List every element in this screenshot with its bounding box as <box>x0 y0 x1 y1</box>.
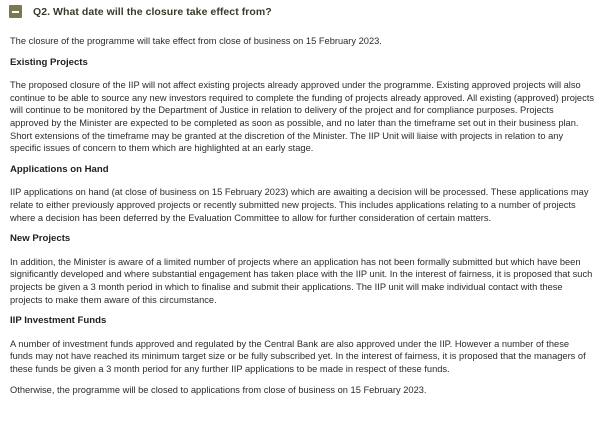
section-body-applications-on-hand: IIP applications on hand (at close of business on 15 February 2023) which are awaiting a decision will be processed. These applications may relate to either previously approved projects or recently submitted new projects. This includes applications relating to a number of projects where a decision has been deferred by the Evaluation Committee to allow for further consideration of certain matters. <box>10 187 589 223</box>
minus-icon[interactable] <box>9 5 22 18</box>
minus-icon-bar <box>12 11 19 13</box>
question-title[interactable]: Q2. What date will the closure take effect from? <box>33 5 272 18</box>
section-body-iip-investment-funds: A number of investment funds approved and regulated by the Central Bank are also approved under the IIP. However a number of these funds may not have reached its minimum target size or be fully subscribed yet. In the interest of fairness, it is proposed that the managers of these funds be given a 3 month period for any further IIP applications to be made in respect of these funds. <box>10 338 586 374</box>
section-body-existing-projects: The proposed closure of the IIP will not affect existing projects already approved under the programme. Existing approved projects will also continue to be able to source any new investors required to complete the funding of projects already approved. All existing (approved) projects will continue to be monitored by the Department of Justice in relation to delivery of the project and for compliance purposes. Projects approved by the Minister are expected to be completed as soon as possible, and no later than the timeframe set out in their business plan. Short extensions of the timeframe may be granted at the discretion of the Minister. The IIP Unit will liaise with projects in relation to any specific issues of concern to them which are highlighted at an early stage. <box>10 80 594 154</box>
question-header[interactable] <box>9 5 272 18</box>
section-heading-new-projects: New Projects <box>10 233 71 245</box>
section-heading-existing-projects: Existing Projects <box>10 56 88 68</box>
section-heading-iip-investment-funds: IIP Investment Funds <box>10 315 107 327</box>
section-body-new-projects: In addition, the Minister is aware of a limited number of projects where an application has not been formally submitted but which have been significantly developed and where substantial engagement has taken place with the IIP unit. In the interest of fairness, it is proposed that such projects be given a 3 month period in which to finalise and submit their applications. The IIP unit will make individual contact with these projects to make them aware of this circumstance. <box>10 256 593 305</box>
answer-closing: Otherwise, the programme will be closed to applications from close of business on 15 February 2023. <box>10 385 427 396</box>
section-heading-applications-on-hand: Applications on Hand <box>10 163 109 175</box>
answer-body <box>10 35 594 397</box>
answer-intro: The closure of the programme will take effect from close of business on 15 February 2023. <box>10 36 382 46</box>
